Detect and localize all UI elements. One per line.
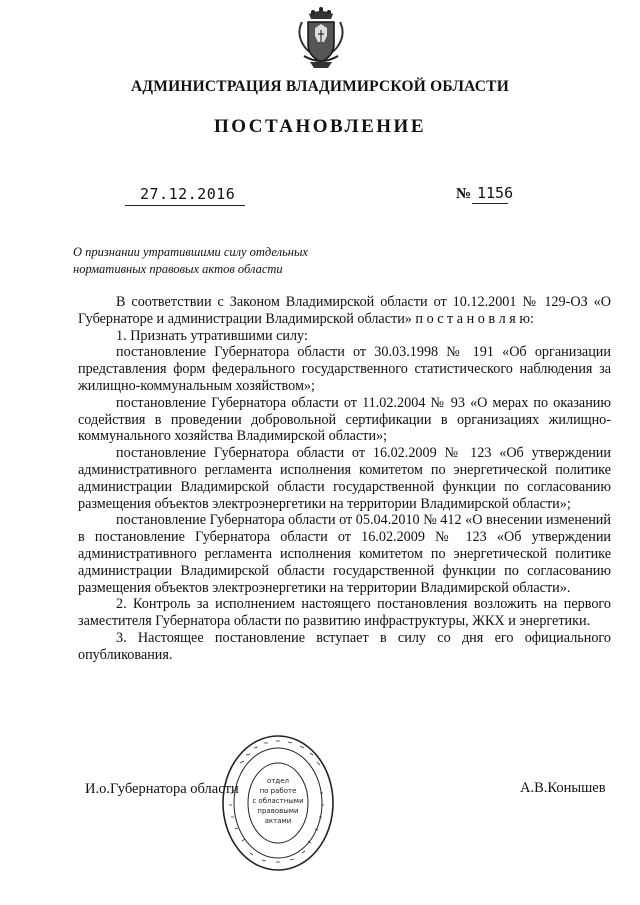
body-paragraph: постановление Губернатора области от 16.02.2009 № 123 «Об утверждении административного регламента исполнения комитетом по энергетической политике администрации Владимирской области государственной функции по согласованию размещения объектов электроэнергетики на территории Владимирской области»;: [78, 445, 611, 512]
body-paragraph: постановление Губернатора области от 05.04.2010 № 412 «О внесении изменений в постановление Губернатора области от 16.02.2009 № 123 «Об утверждении административного регламента исполнения комитетом по энергетической политике администрации Владимирской области государственной функции по согласованию размещения объектов электроэнергетики на территории Владимирской области».: [78, 512, 611, 596]
official-stamp: [220, 733, 336, 873]
stamp-center-line: с областными: [252, 797, 304, 805]
document-type-title: ПОСТАНОВЛЕНИЕ: [213, 116, 427, 137]
body-paragraph: 1. Признать утратившими силу:: [116, 327, 308, 344]
body-paragraph: постановление Губернатора области от 11.02.2004 № 93 «О мерах по оказанию содействия в проведении добровольной сертификации в организациях жилищно-коммунального хозяйства Владимирской области»;: [78, 394, 611, 445]
document-subject: О признании утратившими силу отдельных нормативных правовых актов области: [73, 245, 308, 276]
body-paragraph: В соответствии с Законом Владимирской области от 10.12.2001 № 129-ОЗ «О Губернаторе и администрации Владимирской области» п о с т а н о в л я ю:: [78, 294, 611, 327]
stamp-center-line: отдел: [267, 777, 289, 785]
stamp-center-line: актами: [264, 817, 292, 825]
document-number: 1156: [477, 184, 514, 202]
body-paragraph: постановление Губернатора области от 30.03.1998 № 191 «Об организации представления форм федерального государственного статистического наблюдения за жилищно-коммунальным хозяйством»;: [78, 344, 611, 394]
document-date: 27.12.2016: [140, 185, 236, 203]
stamp-center-line: по работе: [259, 787, 297, 795]
body-paragraph: 2. Контроль за исполнением настоящего постановления возложить на первого заместителя Губернатора области по развитию инфраструктуры, ЖКХ и энергетики.: [78, 596, 611, 630]
body-paragraph: 3. Настоящее постановление вступает в силу со дня его официального опубликования.: [78, 629, 611, 663]
signatory-name: А.В.Конышев: [520, 780, 606, 796]
coat-of-arms-emblem: [296, 6, 346, 70]
organization-title: АДМИНИСТРАЦИЯ ВЛАДИМИРСКОЙ ОБЛАСТИ: [131, 78, 509, 95]
signatory-position: И.о.Губернатора области: [85, 781, 239, 797]
number-label: №: [456, 186, 472, 202]
number-underline: [472, 203, 508, 204]
stamp-center-line: правовыми: [257, 807, 299, 815]
date-underline: [125, 205, 245, 206]
document-body: [78, 294, 611, 664]
